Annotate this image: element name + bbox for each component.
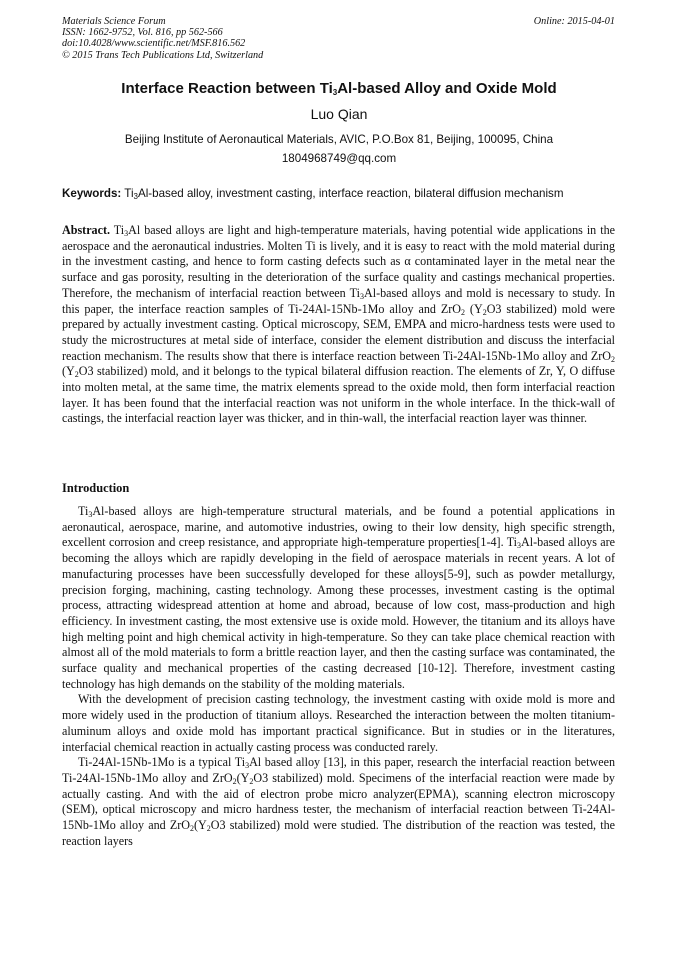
journal-name: Materials Science Forum <box>62 16 166 27</box>
doi-line: doi:10.4028/www.scientific.net/MSF.816.562 <box>62 38 246 50</box>
introduction-body <box>62 504 615 849</box>
author-email: 1804968749@qq.com <box>281 152 397 165</box>
issn-line: ISSN: 1662-9752, Vol. 816, pp 562-566 <box>62 27 223 39</box>
title-part-1: Interface Reaction between Ti <box>121 80 333 97</box>
paragraph: Ti-24Al-15Nb-1Mo is a typical $Ti_3Al$ based alloy [13], in this paper, research the interfacial reaction between Ti-24Al-15Nb-1Mo alloy and $ZrO_2(Y_2O3$ stabilized) mold. Specimens of the interfacial reaction were made by actually casting. And with the aid of electron probe micro analyzer(EPMA), scanning electron microscopy (SEM), optical microscopy and micro hardness tester, the mechanism of interfacial reaction between Ti-24Al-15Nb-1Mo alloy and $ZrO_2(Y_2O3$ stabilized) mold were studied. The distribution of the reaction was tested, the reaction layers <box>62 755 615 848</box>
affiliation: Beijing Institute of Aeronautical Materials, AVIC, P.O.Box 81, Beijing, 100095, China <box>124 133 554 146</box>
online-date: Online: 2015-04-01 <box>533 16 615 27</box>
abstract-label: Abstract. <box>62 223 111 237</box>
abstract-text: $Ti_3Al$ based alloys are light and high-temperature materials, having potential wide applications in the aerospace and the aeronautical industries. Molten Ti is lively, and it is easy to react with the mold material during in the investment casting, and hence to form casting defects such as α contaminated layer in the metal near the surface and gas porosity, resulting in the deterioration of the surface quality and castings mechanical properties. Therefore, the mechanism of interfacial reaction between $Ti_3Al$-based alloys and mold is necessary to study. In this paper, the interface reaction samples of Ti-24Al-15Nb-1Mo alloy and ZrO$_2$ ($Y_2O3$ stabilized) mold were prepared by actually investment casting. Optical microscopy, SEM, EMPA and micro-hardness tests were used to study the microstructures at metal side of interface, consider the element distribution and discuss the interfacial reaction mechanism. The results show that there is interface reaction between Ti-24Al-15Nb-1Mo alloy and ZrO$_2$ ($Y_2O3$ stabilized) mold, and it belongs to the typical bilateral diffusion reaction. The elements of Zr, Y, O diffuse into molten metal, at the same time, the matrix elements spread to the oxide mold, then form interfacial reaction layer. It has been found that the interfacial reaction was not uniform in the whole interface. In the thick-wall of castings, the interfacial reaction layer was thicker, and in thin-wall, the interfacial reaction layer was thinner. <box>62 223 615 426</box>
paragraph: $Ti_3Al$-based alloys are high-temperature structural materials, and be found a potential applications in aeronautical, aerospace, marine, and automotive industries, owing to their low density, high specific strength, excellent corrosion and creep resistance, and appropriate high-temperature properties[1-4]. $Ti_3Al$-based alloys are becoming the alloys which are rapidly developing in the field of aerospace materials in recent years. A lot of manufacturing processes have been successfully developed for these alloys[5-9], such as powder metallurgy, precision forging, machining, casting technology. Among these processes, investment casting is the optimal process, attracting widespread attention at home and abroad, because of low cost, mass-production and high efficiency. In investment casting, the most extensive use is oxide mold. However, the titanium and its alloys have high melting point and high chemical activity in high-temperature. So they can take place chemical reaction with almost all of the mold materials to form a brittle reaction layer, and then the casting surface was contaminated, the surface quality and mechanical properties of the casting decreased [10-12]. Therefore, investment casting technology has high demands on the stability of the molding materials. <box>62 504 616 691</box>
copyright-line: © 2015 Trans Tech Publications Ltd, Switzerland <box>62 49 264 61</box>
author-name: Luo Qian <box>310 106 368 122</box>
paragraph: With the development of precision casting technology, the investment casting with oxide mold is more and more widely used in the production of titanium alloys. Researched the interaction between the molten titanium-aluminum alloys and oxide mold has important practical significance. But in studies or in the literatures, interfacial chemical reaction in actually casting process was conducted rarely. <box>62 692 615 754</box>
section-heading: Introduction <box>62 481 130 495</box>
paper-title <box>0 80 678 97</box>
keywords <box>62 187 622 200</box>
title-part-2: Al-based Alloy and Oxide Mold <box>337 80 557 97</box>
title-subscript: 3 <box>332 88 338 97</box>
keywords-label: Keywords: <box>62 187 122 200</box>
abstract <box>62 223 615 427</box>
keywords-text: $Ti_3Al$-based alloy, investment casting, interface reaction, bilateral diffusion mechanism <box>121 187 564 201</box>
journal-header <box>62 16 615 61</box>
